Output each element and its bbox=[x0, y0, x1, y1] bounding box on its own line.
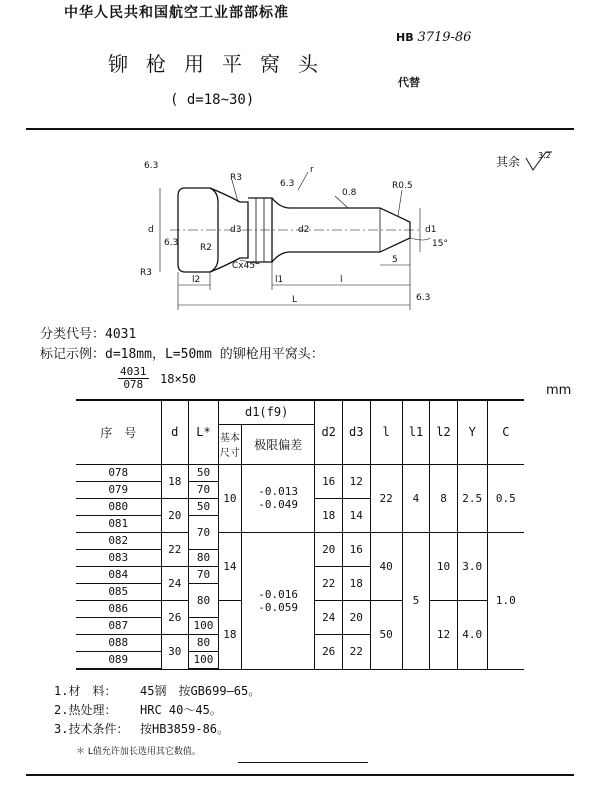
table-cell-L: 80 bbox=[189, 634, 219, 651]
L-label: L bbox=[292, 295, 298, 305]
header-C: C bbox=[487, 400, 524, 464]
header-d1-basic: 基本尺寸 bbox=[218, 424, 241, 464]
table-cell-d1-basic: 14 bbox=[218, 532, 241, 600]
table-row-seq: 083 bbox=[76, 549, 161, 566]
marking-fraction bbox=[118, 366, 149, 391]
table-cell-l: 50 bbox=[370, 600, 402, 669]
table-cell-d3: 18 bbox=[342, 566, 370, 600]
table-cell-L: 70 bbox=[189, 566, 219, 583]
ra-d-label: 6.3 bbox=[164, 238, 179, 248]
note-tech-value: 按HB3859-86。 bbox=[140, 722, 230, 736]
table-cell-d2: 16 bbox=[315, 464, 343, 498]
roughness-prefix: 其余 bbox=[496, 155, 521, 169]
table-cell-d2: 24 bbox=[315, 600, 343, 634]
header-d3: d3 bbox=[342, 400, 370, 464]
table-row-seq: 086 bbox=[76, 600, 161, 617]
footnote-rule bbox=[238, 762, 368, 763]
header-d1-dev: 极限偏差 bbox=[241, 424, 315, 464]
table-cell-d3: 20 bbox=[342, 600, 370, 634]
table-cell-l2: 10 bbox=[430, 532, 458, 600]
header-seq: 序 号 bbox=[76, 400, 161, 464]
issuing-organization: 中华人民共和国航空工业部部标准 bbox=[64, 5, 289, 21]
note-tech-label: 3.技术条件： bbox=[54, 722, 129, 736]
table-cell-l1: 4 bbox=[402, 464, 430, 532]
table-cell-l2: 8 bbox=[430, 464, 458, 532]
table-cell-d3: 16 bbox=[342, 532, 370, 566]
ra-end-label: 6.3 bbox=[416, 293, 431, 303]
part-drawing bbox=[120, 150, 450, 315]
table-cell-d: 22 bbox=[161, 532, 189, 566]
chamfer-label: Cx45° bbox=[232, 261, 260, 271]
d1-label: d1 bbox=[425, 225, 437, 235]
table-row-seq: 080 bbox=[76, 498, 161, 515]
table-cell-Y: 4.0 bbox=[457, 600, 487, 669]
table-cell-d1-basic: 18 bbox=[218, 600, 241, 669]
table-cell-d2: 18 bbox=[315, 498, 343, 532]
table-cell-d: 18 bbox=[161, 464, 189, 498]
table-cell-C: 0.5 bbox=[487, 464, 524, 532]
table-cell-d3: 22 bbox=[342, 634, 370, 669]
table-cell-d2: 26 bbox=[315, 634, 343, 669]
dev2-upper: -0.016 bbox=[258, 587, 299, 601]
table-row-seq: 089 bbox=[76, 651, 161, 669]
document-title: 铆枪用平窝头 bbox=[108, 52, 336, 76]
ra-shank-label: 0.8 bbox=[342, 188, 357, 198]
dev1-lower: -0.049 bbox=[258, 498, 299, 512]
standard-prefix: HB bbox=[396, 31, 414, 44]
document-subtitle: ( d=18~30) bbox=[170, 92, 255, 108]
table-cell-d: 30 bbox=[161, 634, 189, 669]
header-l1: l1 bbox=[402, 400, 430, 464]
table-row-seq: 088 bbox=[76, 634, 161, 651]
roughness-symbol-icon bbox=[524, 150, 554, 172]
angle-label: 15° bbox=[432, 239, 448, 249]
table-cell-d2: 20 bbox=[315, 532, 343, 566]
header-L: L* bbox=[189, 400, 219, 464]
table-cell-l1: 5 bbox=[402, 532, 430, 669]
table-cell-Y: 3.0 bbox=[457, 532, 487, 600]
notes bbox=[54, 682, 260, 739]
standard-code: 3719-86 bbox=[417, 30, 472, 45]
table-cell-l: 22 bbox=[370, 464, 402, 532]
d2-label: d2 bbox=[298, 225, 310, 235]
note-heat-value: HRC 40～45。 bbox=[140, 703, 222, 717]
table-cell-d: 20 bbox=[161, 498, 189, 532]
l-label: l bbox=[340, 275, 343, 285]
marking-denominator: 078 bbox=[123, 378, 144, 391]
table-cell-L: 80 bbox=[189, 549, 219, 566]
table-cell-d: 26 bbox=[161, 600, 189, 634]
note-material-label: 1.材 料： bbox=[54, 684, 117, 698]
table-cell-dev-2 bbox=[241, 532, 315, 669]
header-l: l bbox=[370, 400, 402, 464]
table-cell-d3: 14 bbox=[342, 498, 370, 532]
r3-top-label: R3 bbox=[230, 173, 242, 183]
table-cell-L: 100 bbox=[189, 651, 219, 669]
marking-numerator: 4031 bbox=[120, 365, 147, 378]
dim5-label: 5 bbox=[392, 255, 398, 265]
header-d: d bbox=[161, 400, 189, 464]
note-heat-treatment bbox=[54, 701, 260, 720]
roughness-note bbox=[496, 150, 554, 172]
table-row-seq: 084 bbox=[76, 566, 161, 583]
header-l2: l2 bbox=[430, 400, 458, 464]
header-rule bbox=[26, 128, 574, 130]
note-heat-label: 2.热处理： bbox=[54, 703, 117, 717]
d-label: d bbox=[148, 225, 154, 235]
standard-number bbox=[396, 30, 471, 45]
table-cell-L: 80 bbox=[189, 583, 219, 617]
table-cell-l: 40 bbox=[370, 532, 402, 600]
header-Y: Y bbox=[457, 400, 487, 464]
header-d2: d2 bbox=[315, 400, 343, 464]
table-cell-L: 70 bbox=[189, 515, 219, 549]
r3-bottom-label: R3 bbox=[140, 268, 152, 278]
table-cell-L: 100 bbox=[189, 617, 219, 634]
table-row-seq: 079 bbox=[76, 481, 161, 498]
dimension-table bbox=[76, 399, 524, 670]
table-row-seq: 078 bbox=[76, 464, 161, 481]
table-cell-L: 50 bbox=[189, 498, 219, 515]
table-row-seq: 085 bbox=[76, 583, 161, 600]
dev1-upper: -0.013 bbox=[258, 485, 299, 499]
table-cell-d2: 22 bbox=[315, 566, 343, 600]
table-cell-d3: 12 bbox=[342, 464, 370, 498]
r2-label: R2 bbox=[200, 243, 212, 253]
footnote: ＊ L值允许加长选用其它数值。 bbox=[76, 747, 201, 757]
ra-top-label: 6.3 bbox=[144, 161, 159, 171]
unit-label: mm bbox=[546, 383, 572, 398]
l2-label: l2 bbox=[192, 275, 201, 285]
table-cell-d1-basic: 10 bbox=[218, 464, 241, 532]
marking-suffix: 18×50 bbox=[160, 372, 197, 386]
ra-shoulder-label: 6.3 bbox=[280, 179, 295, 189]
table-cell-dev-1 bbox=[241, 464, 315, 532]
d3-label: d3 bbox=[230, 225, 242, 235]
table-row-seq: 081 bbox=[76, 515, 161, 532]
table-cell-L: 70 bbox=[189, 481, 219, 498]
replaces-label: 代替 bbox=[398, 76, 420, 89]
r-small-label: r bbox=[310, 165, 314, 175]
table-cell-C: 1.0 bbox=[487, 532, 524, 669]
table-cell-L: 50 bbox=[189, 464, 219, 481]
header-d1: d1(f9) bbox=[218, 400, 314, 424]
table-row-seq: 087 bbox=[76, 617, 161, 634]
table-row-seq: 082 bbox=[76, 532, 161, 549]
note-technical-conditions bbox=[54, 720, 260, 739]
note-material-value: 45钢 按GB699—65。 bbox=[140, 684, 261, 698]
note-material bbox=[54, 682, 260, 701]
classification-code: 分类代号：4031 bbox=[40, 327, 137, 342]
marking-example: 标记示例：d=18mm，L=50mm 的铆枪用平窝头： bbox=[40, 347, 324, 362]
roughness-value: 3.2 bbox=[537, 151, 551, 160]
bottom-rule bbox=[26, 774, 574, 776]
r05-label: R0.5 bbox=[392, 181, 413, 191]
l1-label: l1 bbox=[275, 275, 284, 285]
dev2-lower: -0.059 bbox=[258, 600, 299, 614]
table-cell-d: 24 bbox=[161, 566, 189, 600]
table-cell-Y: 2.5 bbox=[457, 464, 487, 532]
table-cell-l2: 12 bbox=[430, 600, 458, 669]
